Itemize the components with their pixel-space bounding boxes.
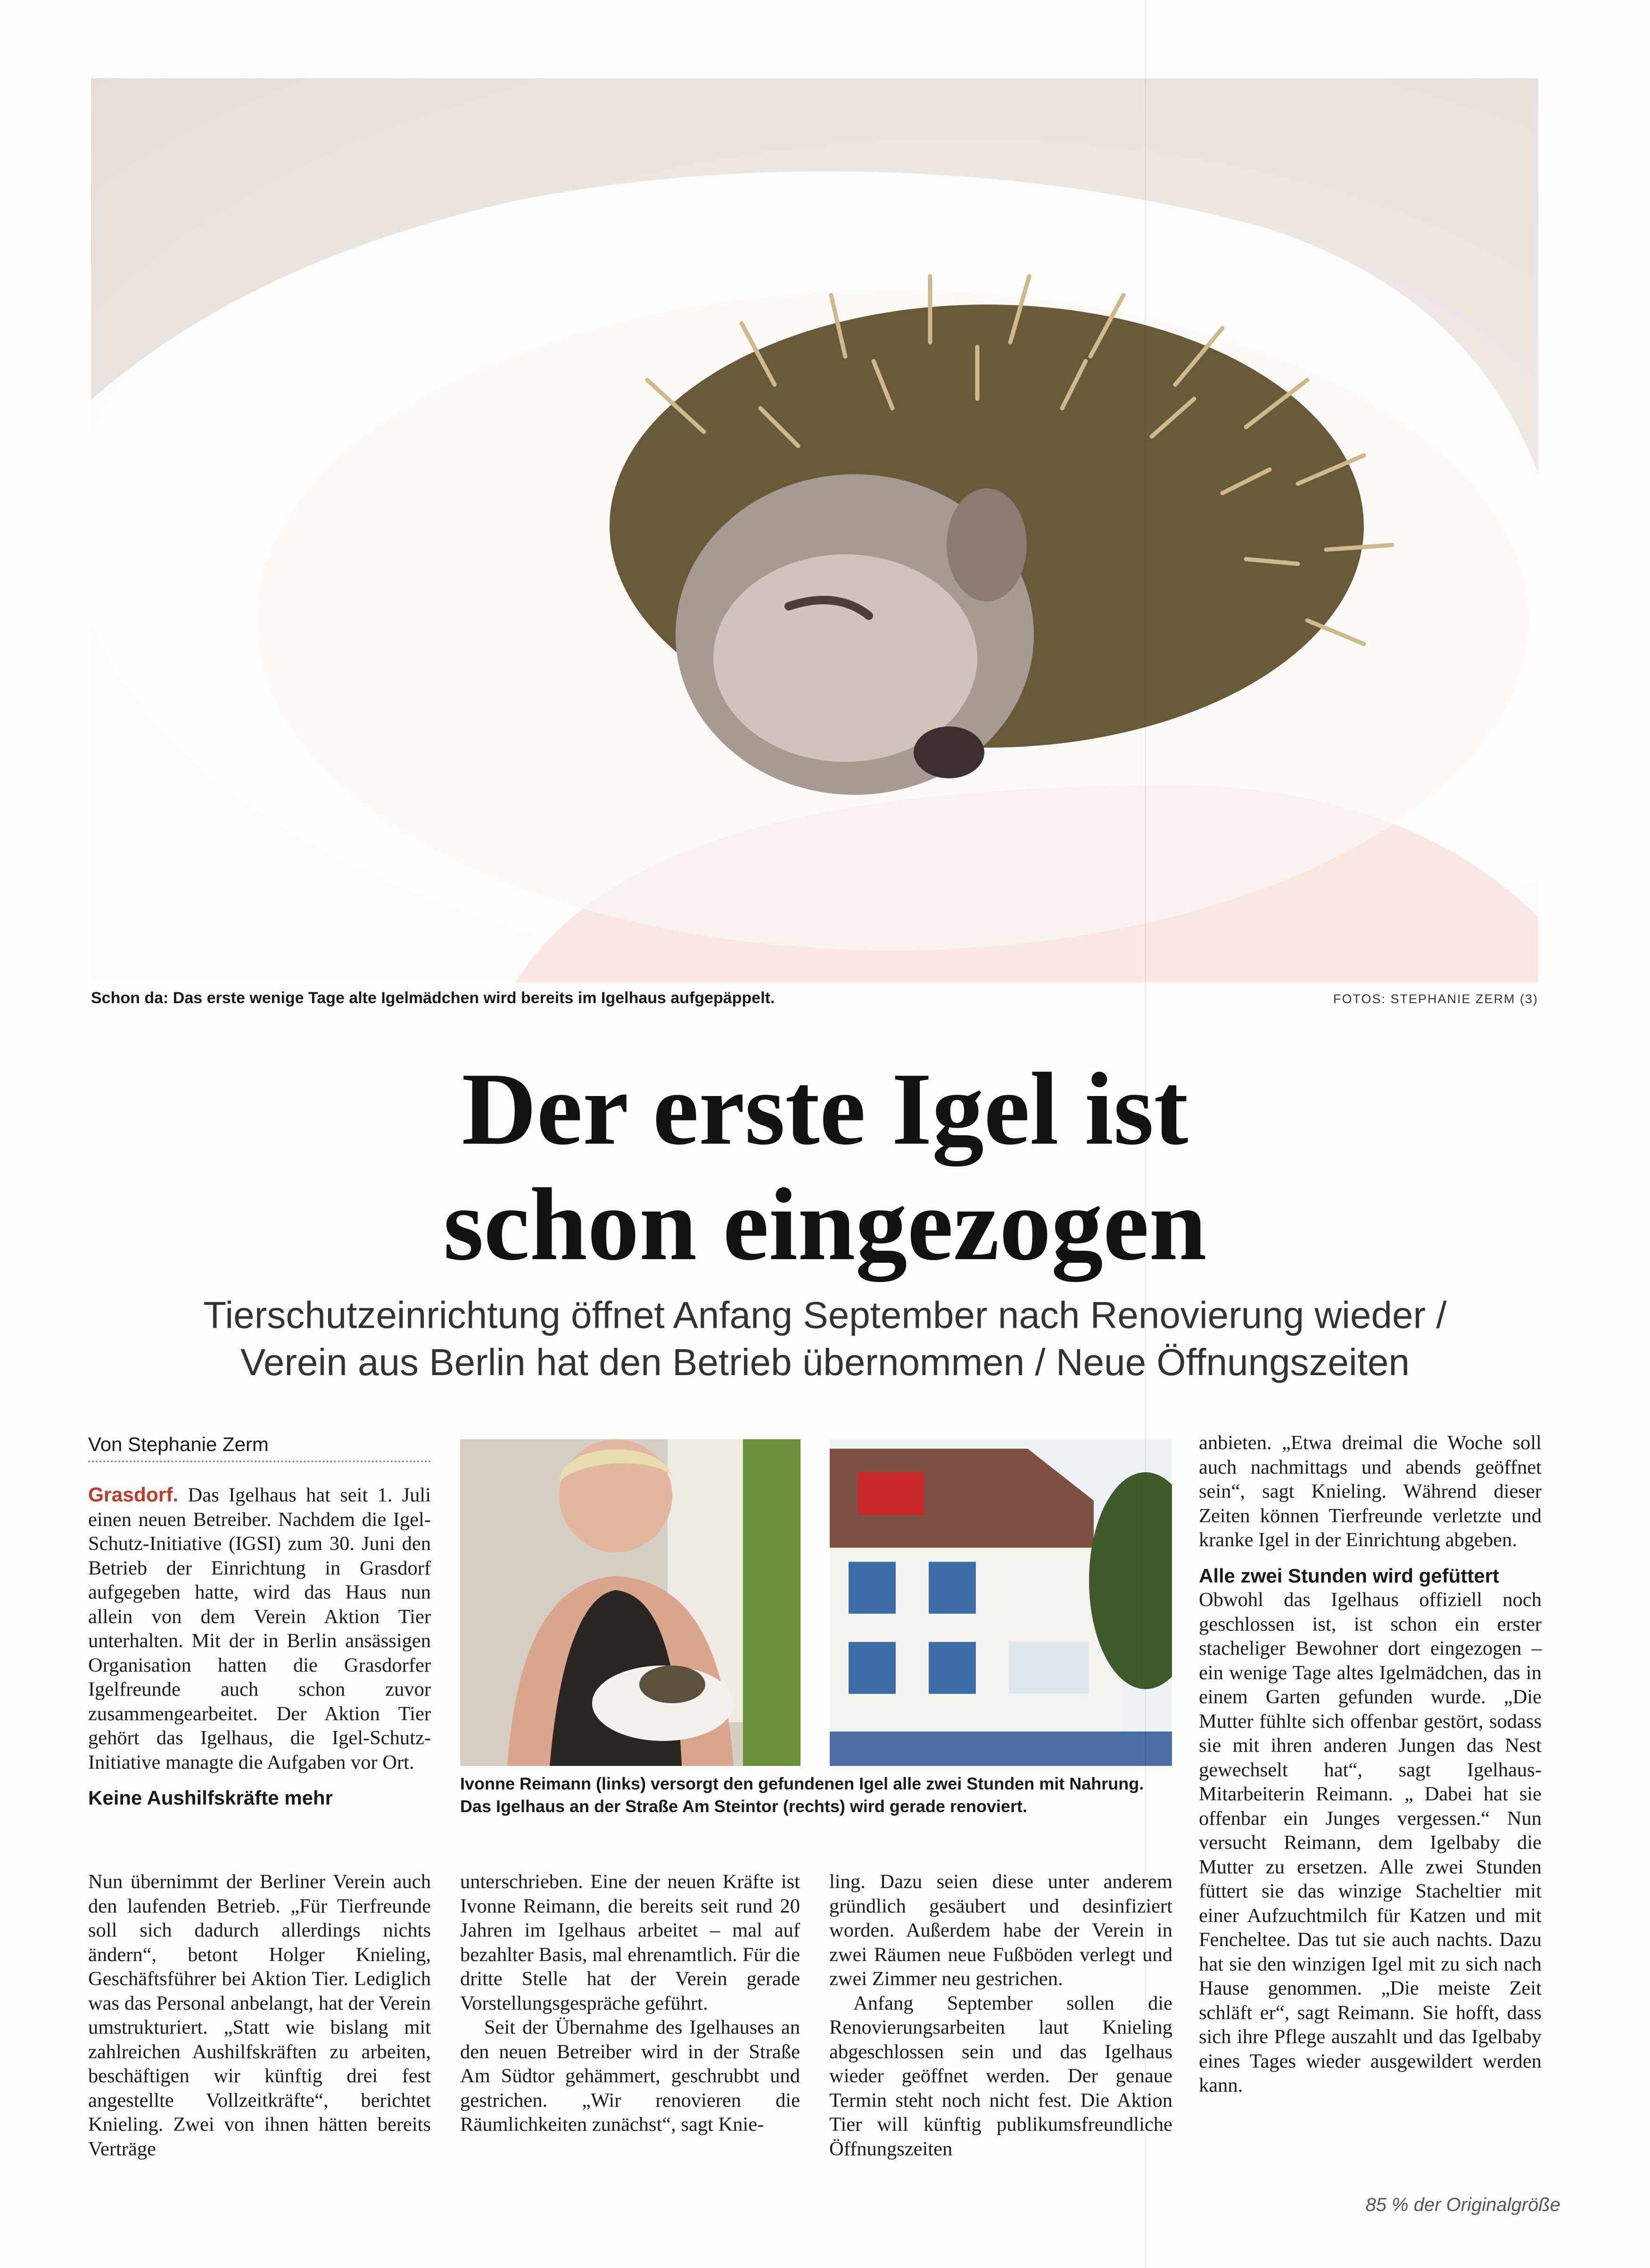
article-paragraph: anbieten. „Etwa dreimal die Woche soll auch nachmittags und abends geöffnet sein“, sagt Knieling. Während dieser Zeiten können Tierfreunde verletzte und kranke Igel in der Einrichtung abgeben. [1199,1432,1542,1551]
page-fold-line [1145,0,1146,2268]
article-column-1 [88,1483,431,1810]
article-paragraph: Anfang September sollen die Renovierungsarbeiten laut Knieling abgeschlossen sein und das Igelhaus wieder geöffnet werden. Der genaue Termin steht noch nicht fest. Die Aktion Tier will künftig publikumsfreundliche Öffnungszeiten [829,1992,1172,2160]
article-column-1-continued [88,1870,431,2161]
subheadline [0,1292,1650,1386]
article-paragraph: Das Igelhaus hat seit 1. Juli einen neuen Betreiber. Nachdem die Igel-Schutz-Initiative (IGSI) zum 30. Juni den Betrieb der Einrichtung in Grasdorf aufgegeben hatte, wird das Haus nun allein von dem Verein Aktion Tier unterhalten. Mit der in Berlin ansässigen Organisation hatten die Grasdorfer Igelfreunde auch schon zuvor zusammengearbeitet. Der Aktion Tier gehört das Igelhaus, die Igel-Schutz-Initiative managte die Aufgaben vor Ort. [88,1484,431,1773]
article-column-4 [1199,1431,1542,2098]
hedgehog-photo [91,78,1538,982]
headline-line-2: schon eingezogen [443,1167,1207,1282]
article-column-2 [460,1870,800,2137]
byline: Von Stephanie Zerm [88,1433,431,1462]
scale-note: 85 % der Originalgröße [1365,2194,1560,2215]
dateline: Grasdorf. [88,1484,179,1506]
photo-credit: FOTOS: STEPHANIE ZERM (3) [1333,992,1538,1006]
woman-illustration [460,1439,800,1766]
section-subhead: Keine Aushilfskräfte mehr [88,1787,333,1809]
woman-feeding-hedgehog-photo [460,1439,800,1766]
article-paragraph: Seit der Übernahme des Igelhauses an den neuen Betreiber wird in der Straße Am Südtor gehämmert, geschrubbt und gestrichen. „Wir renovieren die Räumlichkeiten zunächst“, sagt Knie- [460,2016,800,2136]
section-subhead: Alle zwei Stunden wird gefüttert [1199,1564,1500,1587]
article-paragraph: Nun übernimmt der Berliner Verein auch den laufenden Betrieb. „Für Tierfreunde soll sich dadurch allerdings nichts ändern“, betont Holger Knieling, Geschäftsführer bei Aktion Tier. Lediglich was das Personal anbelangt, hat der Verein umstrukturiert. „Statt wie bislang mit zahlreichen Aushilfskräften zu arbeiten, beschäftigen wir künftig drei fest angestellte Vollzeitkräfte“, berichtet Knieling. Zwei von ihnen hätten bereits Verträge [88,1871,431,2160]
hedgehog-illustration [91,78,1538,982]
article-paragraph: ling. Dazu seien diese unter anderem gründlich gesäubert und desinfiziert worden. Außerdem habe der Verein in zwei Räumen neue Fußböden verlegt und zwei Zimmer neu gestrichen. [829,1871,1172,1990]
article-paragraph: unterschrieben. Eine der neuen Kräfte ist Ivonne Reimann, die bereits seit rund 20 Jahren im Igelhaus arbeitet – mal auf bezahlter Basis, mal ehrenamtlich. Für die dritte Stelle hat der Verein gerade Vorstellungsgespräche geführt. [460,1871,800,2014]
headline [0,1051,1650,1282]
subheadline-line-2: Verein aus Berlin hat den Betrieb übernommen / Neue Öffnungszeiten [240,1341,1410,1383]
hero-photo-caption: Schon da: Das erste wenige Tage alte Igelmädchen wird bereits im Igelhaus aufgepäppelt. [91,989,775,1007]
igelhaus-building-photo [830,1439,1172,1766]
subheadline-line-1: Tierschutzeinrichtung öffnet Anfang September nach Renovierung wieder / [203,1294,1447,1336]
article-column-3 [829,1870,1172,2161]
middle-photo-caption: Ivonne Reimann (links) versorgt den gefundenen Igel alle zwei Stunden mit Nahrung. Das Igelhaus an der Straße Am Steintor (rechts) wird gerade renoviert. [460,1774,1144,1816]
article-paragraph: Obwohl das Igelhaus offiziell noch geschlossen ist, ist schon ein erster stacheliger Bewohner dort eingezogen – ein wenige Tage altes Igelmädchen, das in einem Garten gefunden wurde. „Die Mutter fühlte sich offenbar gestört, sodass sie mit ihren anderen Jungen das Nest gewechselt hat“, sagt Igelhaus-Mitarbeiterin Reimann. „ Dabei hat sie offenbar ein Junges vergessen.“ Nun versucht Reimann, dem Igelbaby die Mutter zu ersetzen. Alle zwei Stunden füttert sie das winzige Stacheltier mit einer Aufzuchtmilch für Katzen und mit Fencheltee. Das tut sie auch nachts. Dazu hat sie den winzigen Igel mit zu sich nach Hause genommen. „Die meiste Zeit schläft er“, sagt Reimann. Sie hofft, dass sich ihre Pflege auszahlt und das Igelbaby eines Tages wieder ausgewildert werden kann. [1199,1589,1542,2096]
house-illustration [830,1439,1172,1766]
headline-line-1: Der erste Igel ist [462,1051,1188,1166]
